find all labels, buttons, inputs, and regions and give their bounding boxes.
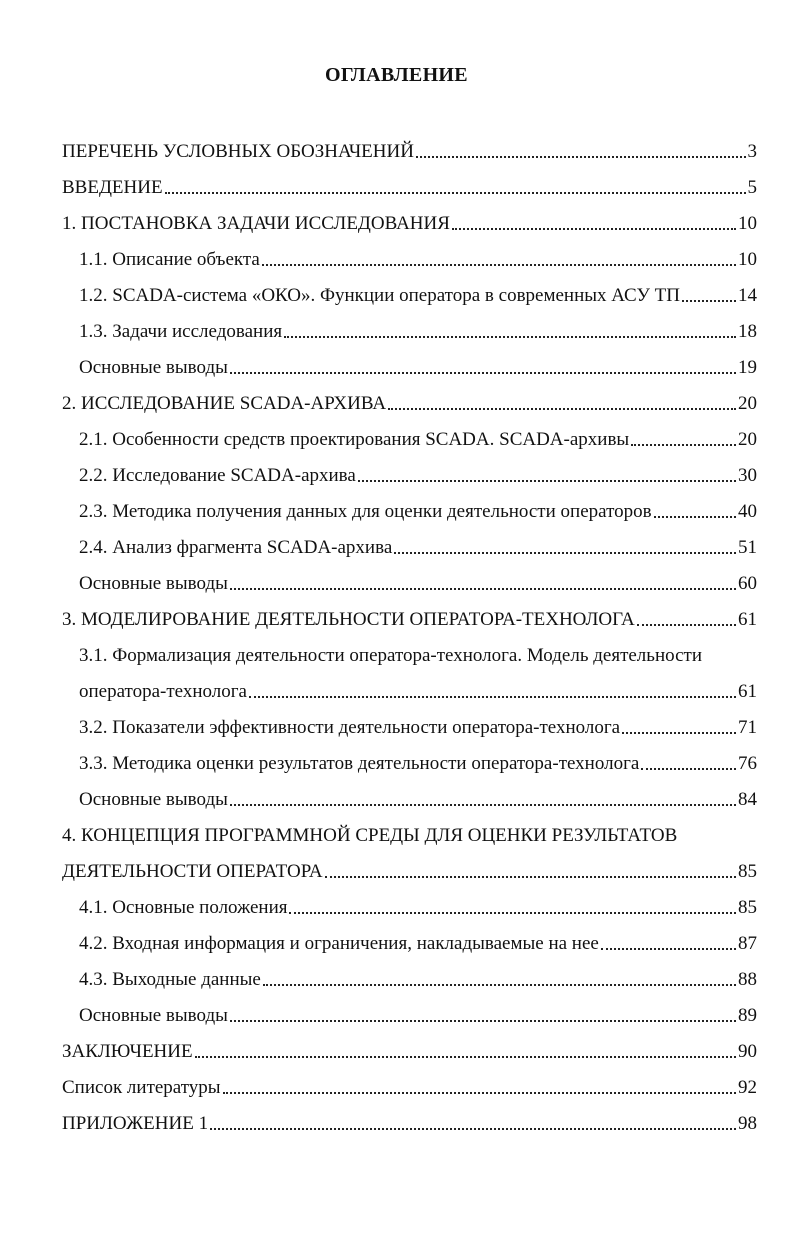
- toc-entry-conclusions-1[interactable]: [79, 349, 757, 385]
- dot-leader: [230, 1020, 736, 1022]
- toc-entry-chapter-3[interactable]: [62, 601, 757, 637]
- toc-page-number: 18: [738, 321, 757, 342]
- dot-leader: [210, 1128, 736, 1130]
- toc-entry-section-2-1[interactable]: [79, 421, 757, 457]
- toc-entry-section-3-3[interactable]: [79, 745, 757, 781]
- toc-entry-title: 2.4. Анализ фрагмента SCADA-архива: [79, 537, 393, 558]
- toc-entry-conclusions-2[interactable]: [79, 565, 757, 601]
- dot-leader: [325, 876, 736, 878]
- toc-entry-section-2-3[interactable]: [79, 493, 757, 529]
- toc-entry-conclusions-3[interactable]: [79, 781, 757, 817]
- toc-entry-chapter-4[interactable]: [62, 817, 757, 889]
- toc-page-number: 85: [738, 861, 757, 882]
- toc-entry-title-line2: оператора-технолога: [79, 681, 247, 702]
- dot-leader: [682, 300, 736, 302]
- toc-entry-title: Основные выводы: [79, 573, 228, 594]
- dot-leader: [641, 768, 736, 770]
- toc-entry-section-3-1[interactable]: [79, 637, 757, 709]
- toc-entry-title-line2: ДЕЯТЕЛЬНОСТИ ОПЕРАТОРА: [62, 861, 323, 882]
- toc-entry-chapter-2[interactable]: [62, 385, 757, 421]
- toc-entry-section-1-3[interactable]: [79, 313, 757, 349]
- toc-entry-line2: [79, 681, 757, 703]
- dot-leader: [230, 372, 736, 374]
- toc-page-number: 20: [738, 393, 757, 414]
- toc-entry-title: 2.3. Методика получения данных для оценки деятельности операторов: [79, 501, 652, 522]
- toc-entry-title: 3.2. Показатели эффективности деятельности оператора-технолога: [79, 717, 621, 738]
- toc-entry-title: Основные выводы: [79, 357, 228, 378]
- toc-page-number: 92: [738, 1077, 757, 1098]
- toc-entry-title: ПЕРЕЧЕНЬ УСЛОВНЫХ ОБОЗНАЧЕНИЙ: [62, 141, 414, 162]
- dot-leader: [223, 1092, 736, 1094]
- toc-entry-title: 2. ИССЛЕДОВАНИЕ SCADA-АРХИВА: [62, 393, 387, 414]
- page-title: ОГЛАВЛЕНИЕ: [325, 64, 468, 86]
- toc-entry-section-1-1[interactable]: [79, 241, 757, 277]
- toc-entry-conclusions-4[interactable]: [79, 997, 757, 1033]
- toc-entry-section-2-2[interactable]: [79, 457, 757, 493]
- dot-leader: [452, 228, 736, 230]
- toc-entry-title: 2.1. Особенности средств проектирования SCADA. SCADA-архивы: [79, 429, 630, 450]
- toc-entry-line2: [62, 861, 757, 883]
- dot-leader: [289, 912, 736, 914]
- toc-entry-section-3-2[interactable]: [79, 709, 757, 745]
- dot-leader: [631, 444, 736, 446]
- table-of-contents: [0, 133, 793, 1141]
- toc-entry-title: 2.2. Исследование SCADA-архива: [79, 465, 356, 486]
- toc-entry-title-line1: 3.1. Формализация деятельности оператора-технолога. Модель деятельности: [79, 645, 703, 666]
- dot-leader: [654, 516, 736, 518]
- toc-page-number: 61: [738, 681, 757, 702]
- toc-entry-title: Список литературы: [62, 1077, 221, 1098]
- toc-page-number: 85: [738, 897, 757, 918]
- toc-page-number: 10: [738, 213, 757, 234]
- dot-leader: [416, 156, 746, 158]
- dot-leader: [262, 264, 736, 266]
- dot-leader: [195, 1056, 736, 1058]
- dot-leader: [165, 192, 746, 194]
- toc-page-number: 84: [738, 789, 757, 810]
- dot-leader: [622, 732, 736, 734]
- toc-page-number: 30: [738, 465, 757, 486]
- toc-entry-conclusion[interactable]: [62, 1033, 757, 1069]
- toc-page-number: 76: [738, 753, 757, 774]
- toc-page-number: 98: [738, 1113, 757, 1134]
- toc-entry-title: 4.3. Выходные данные: [79, 969, 261, 990]
- toc-entry-title: 4.2. Входная информация и ограничения, накладываемые на нее: [79, 933, 599, 954]
- toc-page-number: 10: [738, 249, 757, 270]
- toc-entry-title: ПРИЛОЖЕНИЕ 1: [62, 1113, 209, 1134]
- toc-entry-title-line1: 4. КОНЦЕПЦИЯ ПРОГРАММНОЙ СРЕДЫ ДЛЯ ОЦЕНКИ РЕЗУЛЬТАТОВ: [62, 825, 678, 846]
- toc-page-number: 61: [738, 609, 757, 630]
- toc-entry-title: Основные выводы: [79, 1005, 228, 1026]
- dot-leader: [601, 948, 736, 950]
- toc-entry-title: 3.3. Методика оценки результатов деятельности оператора-технолога: [79, 753, 640, 774]
- toc-entry-title: 1.1. Описание объекта: [79, 249, 260, 270]
- toc-entry-chapter-1[interactable]: [62, 205, 757, 241]
- dot-leader: [263, 984, 736, 986]
- toc-page-number: 5: [747, 177, 757, 198]
- toc-page-number: 14: [738, 285, 757, 306]
- toc-entry-title: ЗАКЛЮЧЕНИЕ: [62, 1041, 193, 1062]
- toc-entry-section-1-2[interactable]: [79, 277, 757, 313]
- toc-page-number: 40: [738, 501, 757, 522]
- toc-page-number: 71: [738, 717, 757, 738]
- toc-entry-title: Основные выводы: [79, 789, 228, 810]
- dot-leader: [358, 480, 736, 482]
- dot-leader: [249, 696, 736, 698]
- dot-leader: [388, 408, 736, 410]
- toc-page-number: 87: [738, 933, 757, 954]
- toc-page-number: 20: [738, 429, 757, 450]
- toc-entry-section-4-2[interactable]: [79, 925, 757, 961]
- toc-page-number: 3: [747, 141, 757, 162]
- toc-entry-symbols[interactable]: [62, 133, 757, 169]
- toc-page-number: 88: [738, 969, 757, 990]
- toc-entry-title: 3. МОДЕЛИРОВАНИЕ ДЕЯТЕЛЬНОСТИ ОПЕРАТОРА-ТЕХНОЛОГА: [62, 609, 635, 630]
- toc-entry-title: 1.3. Задачи исследования: [79, 321, 283, 342]
- dot-leader: [230, 588, 736, 590]
- toc-entry-title: 1. ПОСТАНОВКА ЗАДАЧИ ИССЛЕДОВАНИЯ: [62, 213, 450, 234]
- toc-entry-introduction[interactable]: [62, 169, 757, 205]
- toc-entry-appendix-1[interactable]: [62, 1105, 757, 1141]
- dot-leader: [637, 624, 736, 626]
- toc-page-number: 90: [738, 1041, 757, 1062]
- toc-page-number: 19: [738, 357, 757, 378]
- toc-page-number: 51: [738, 537, 757, 558]
- toc-entry-section-2-4[interactable]: [79, 529, 757, 565]
- toc-entry-section-4-3[interactable]: [79, 961, 757, 997]
- dot-leader: [284, 336, 736, 338]
- dot-leader: [394, 552, 736, 554]
- toc-entry-section-4-1[interactable]: [79, 889, 757, 925]
- toc-entry-title: 1.2. SCADA-система «ОКО». Функции оператора в современных АСУ ТП: [79, 285, 681, 306]
- toc-page-number: 60: [738, 573, 757, 594]
- toc-entry-title: ВВЕДЕНИЕ: [62, 177, 163, 198]
- toc-entry-title: 4.1. Основные положения: [79, 897, 288, 918]
- dot-leader: [230, 804, 736, 806]
- toc-entry-references[interactable]: [62, 1069, 757, 1105]
- toc-page-number: 89: [738, 1005, 757, 1026]
